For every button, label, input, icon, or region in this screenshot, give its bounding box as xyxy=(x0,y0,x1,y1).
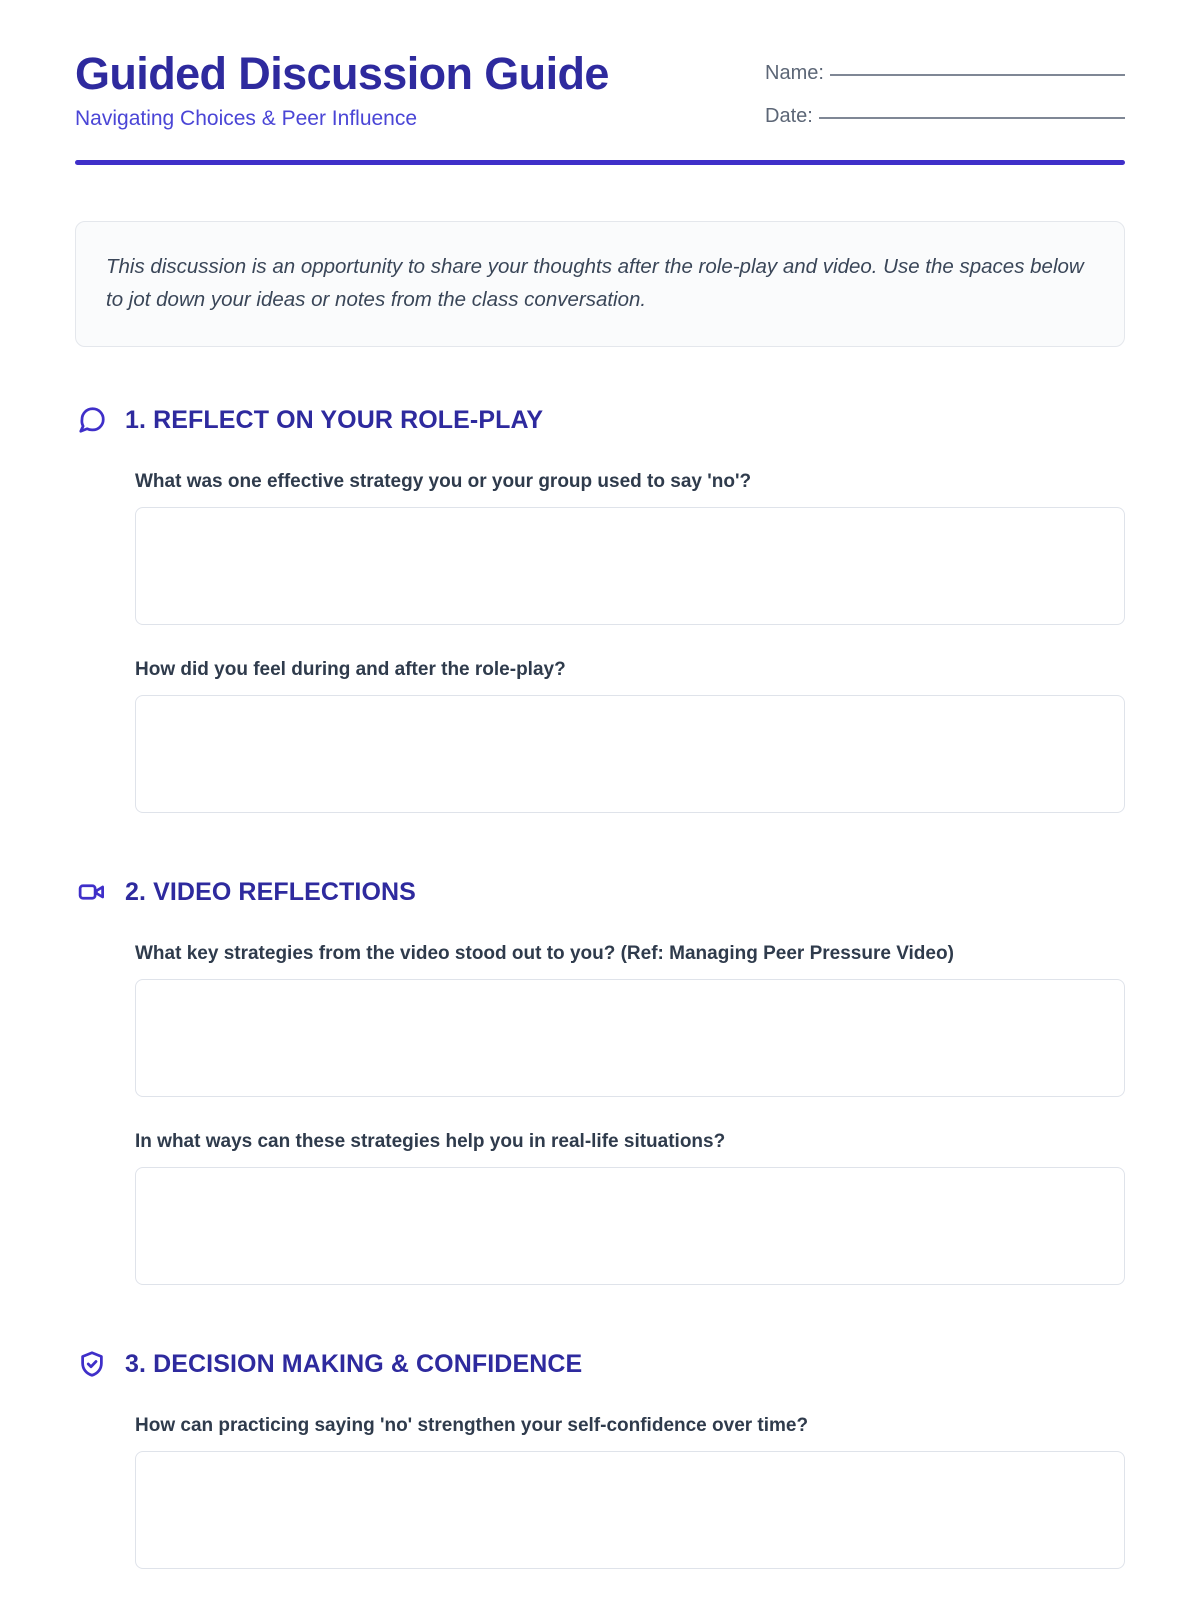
section-header xyxy=(75,875,1125,909)
section-reflect-on-role-play xyxy=(75,403,1125,813)
question-block xyxy=(135,471,1125,625)
header-divider xyxy=(75,160,1125,165)
section-header xyxy=(75,403,1125,437)
section-video-reflections xyxy=(75,875,1125,1285)
answer-input-area[interactable] xyxy=(135,695,1125,813)
speech-bubble-icon xyxy=(75,403,109,437)
question-block xyxy=(135,1131,1125,1285)
question-label: What key strategies from the video stood out to you? (Ref: Managing Peer Pressure Video) xyxy=(135,943,954,965)
name-input-line[interactable] xyxy=(830,73,1125,76)
answer-input-area[interactable] xyxy=(135,1451,1125,1569)
page-subtitle: Navigating Choices & Peer Influence xyxy=(75,107,418,131)
answer-input-area[interactable] xyxy=(135,1167,1125,1285)
date-label: Date: xyxy=(765,105,813,127)
name-field-row xyxy=(765,62,1125,85)
question-label: How did you feel during and after the role-play? xyxy=(135,659,566,681)
video-camera-icon xyxy=(75,875,109,909)
page-title: Guided Discussion Guide xyxy=(75,48,609,99)
question-block xyxy=(135,943,1125,1097)
document-header xyxy=(75,46,1125,148)
shield-check-icon xyxy=(75,1347,109,1381)
answer-input-area[interactable] xyxy=(135,979,1125,1097)
date-input-line[interactable] xyxy=(819,116,1125,119)
section-decision-making-confidence xyxy=(75,1347,1125,1569)
question-label: In what ways can these strategies help you in real-life situations? xyxy=(135,1131,726,1153)
question-label: What was one effective strategy you or your group used to say 'no'? xyxy=(135,471,752,493)
title-block xyxy=(75,46,609,131)
section-title: 3. DECISION MAKING & CONFIDENCE xyxy=(125,1349,583,1378)
question-block xyxy=(135,659,1125,813)
student-meta-block xyxy=(765,46,1125,148)
date-field-row xyxy=(765,105,1125,128)
section-title: 1. REFLECT ON YOUR ROLE-PLAY xyxy=(125,405,544,434)
question-block xyxy=(135,1415,1125,1569)
intro-callout xyxy=(75,221,1125,347)
section-title: 2. VIDEO REFLECTIONS xyxy=(125,877,416,906)
question-label: How can practicing saying 'no' strengthen your self-confidence over time? xyxy=(135,1415,809,1437)
section-header xyxy=(75,1347,1125,1381)
answer-input-area[interactable] xyxy=(135,507,1125,625)
intro-text: This discussion is an opportunity to share your thoughts after the role-play and video. Use the spaces below to jot down your ideas or notes from the class conversation. xyxy=(106,255,1084,312)
name-label: Name: xyxy=(765,62,824,84)
